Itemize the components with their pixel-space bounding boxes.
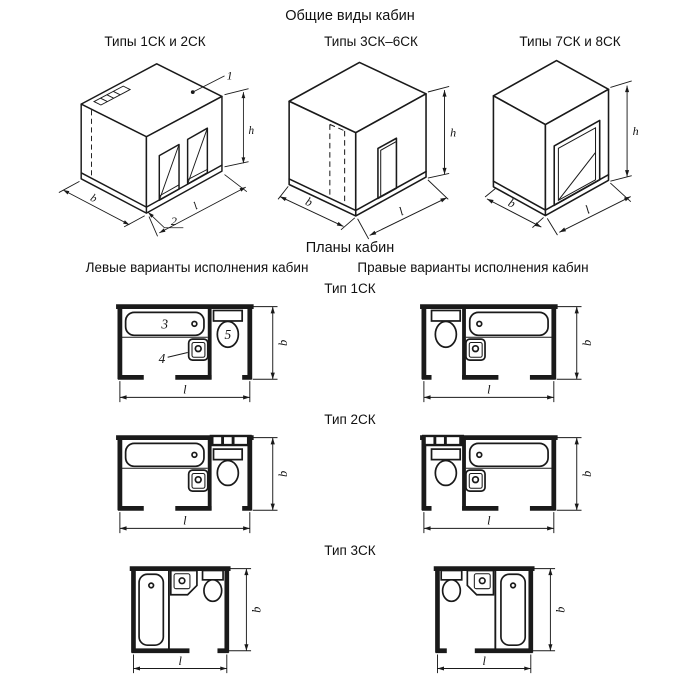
cabin-box (289, 62, 426, 219)
bathtub (501, 574, 525, 645)
dimension-b (253, 307, 290, 380)
dim-label-h: h (450, 125, 457, 140)
plans-row-2sk (0, 430, 700, 537)
plans-row-1sk (0, 299, 700, 406)
iso-view-3sk-6sk (276, 55, 466, 240)
washbasin (466, 339, 485, 360)
dim-label-l: l (487, 513, 491, 528)
toilet (441, 571, 462, 602)
figure-types-3sk-6sk (276, 34, 466, 240)
dim-label-b: b (276, 339, 291, 347)
dimension-h (428, 86, 456, 178)
bathtub (139, 574, 163, 645)
vent-block (422, 435, 464, 446)
washbasin (466, 470, 485, 491)
washbasin (171, 571, 197, 595)
washbasin (467, 571, 493, 595)
dim-label-l: l (582, 202, 593, 217)
cabin-box (493, 61, 608, 216)
left-variants-label: Левые варианты исполнения кабин (85, 260, 309, 275)
washbasin (159, 339, 208, 366)
plan-3sk-right (430, 561, 584, 678)
dimension-h (610, 81, 638, 181)
dimension-l (133, 654, 226, 673)
vent-block (210, 435, 252, 446)
plan-2sk-left (112, 430, 294, 537)
dim-label-b: b (506, 195, 518, 211)
figure-types-7sk-8sk (484, 34, 656, 236)
dim-label-l: l (183, 382, 187, 397)
toilet (214, 310, 243, 347)
bathtub (126, 443, 204, 466)
callout-roof-panel (191, 68, 233, 94)
figure-types-1sk-2sk (52, 34, 258, 240)
toilet (432, 310, 461, 347)
washbasin (189, 470, 208, 491)
bathtub (470, 443, 548, 466)
dimension-b (229, 569, 264, 651)
dimension-l (424, 512, 554, 533)
dimension-l (424, 381, 554, 402)
dim-label-l: l (482, 653, 486, 668)
plan-1sk-left (112, 299, 294, 406)
plan-3sk-left (126, 561, 280, 678)
callout-number-1: 1 (226, 68, 233, 83)
figure-caption: Типы 7СК и 8СК (519, 34, 621, 49)
plans-row-3sk (0, 561, 700, 678)
bathtub (470, 312, 548, 335)
bathtub (126, 312, 204, 335)
iso-view-7sk-8sk (484, 55, 656, 236)
dim-label-b: b (553, 606, 568, 613)
dim-label-l: l (183, 513, 187, 528)
callout-number-5: 5 (224, 327, 232, 343)
dim-label-h: h (632, 123, 639, 138)
dim-label-b: b (303, 194, 315, 210)
plans-title: Планы кабин (305, 240, 395, 256)
toilet (214, 449, 243, 485)
toilet (203, 571, 224, 602)
dimension-h (225, 89, 255, 167)
dim-label-h: h (248, 125, 255, 138)
dim-label-l: l (487, 382, 491, 397)
right-variants-label: Правые варианты исполнения кабин (357, 260, 589, 275)
general-views-row (0, 24, 700, 240)
figure-caption: Типы 1СК и 2СК (104, 34, 206, 49)
dim-label-b: b (276, 470, 291, 478)
callout-number-3: 3 (161, 316, 169, 332)
iso-view-1sk-2sk (52, 55, 258, 240)
dimension-l (120, 512, 250, 533)
figure-caption: Типы 3СК–6СК (324, 34, 418, 49)
cabin-box (81, 64, 222, 213)
dimension-b (557, 438, 594, 511)
type-label-3sk: Тип 3СК (324, 543, 376, 558)
dim-label-b: b (88, 192, 99, 206)
callout-number-2: 2 (170, 214, 177, 229)
variant-labels-row (0, 260, 700, 275)
type-label-2sk: Тип 2СК (324, 412, 376, 427)
plan-1sk-right (416, 299, 598, 406)
dimension-l (437, 654, 530, 673)
dimension-b (253, 438, 290, 511)
callout-number-4: 4 (158, 351, 166, 367)
dim-label-b: b (580, 470, 595, 478)
dimension-l (120, 381, 250, 402)
dim-label-l: l (396, 204, 406, 219)
dimension-b (533, 569, 568, 651)
dim-label-b: b (580, 339, 595, 347)
type-label-1sk: Тип 1СК (324, 281, 376, 296)
plan-2sk-right (416, 430, 598, 537)
dim-label-l: l (178, 653, 182, 668)
dim-label-b: b (249, 606, 264, 613)
toilet (432, 449, 461, 485)
dim-label-l: l (191, 200, 200, 213)
dimension-b (557, 307, 594, 380)
general-views-title: Общие виды кабин (285, 8, 415, 24)
